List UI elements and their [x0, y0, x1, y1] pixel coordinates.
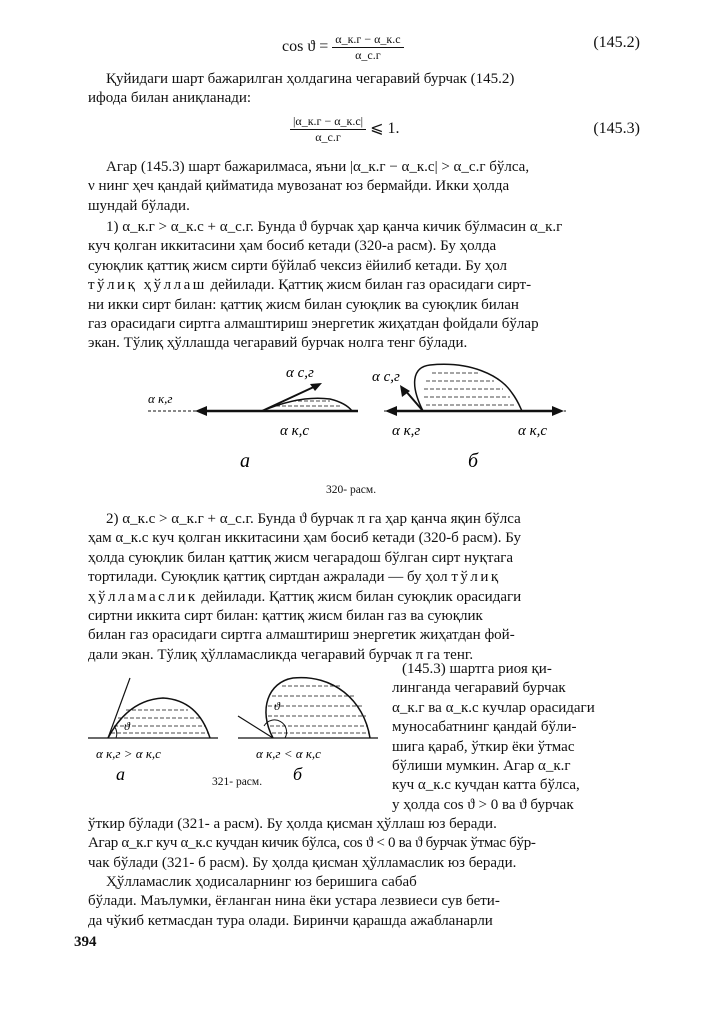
text-line: сиртни иккита сирт билан: қаттиқ жисм билан газ ва суюқлик — [88, 608, 483, 625]
paragraph-6 — [88, 873, 638, 931]
text-line: муносабатнинг қандай бўли- — [392, 719, 577, 736]
text-line: α_к.г ва α_к.с кучлар орасидаги — [392, 699, 595, 716]
term-non-wetting: ҳўлламаслик — [88, 588, 198, 605]
label-alpha-cg-a: α с,г — [286, 365, 314, 381]
text-line: чак бўлади (321- б расм). Бу ҳолда қисман ҳўлламаслик юз беради. — [88, 854, 517, 871]
term-full: тўлиқ — [451, 569, 501, 586]
text-line: Ҳўлламаслик ҳодисаларнинг юз беришига сабаб — [106, 874, 417, 890]
text-line: да чўкиб кетмасдан тура олади. Биринчи қарашда ажабланарли — [88, 912, 493, 929]
label-alpha-kg-a: α к,г — [148, 391, 173, 406]
equation-145-2 — [282, 32, 404, 63]
eq1-denominator: α_с.г — [355, 48, 381, 62]
text-line: куч қолган иккитасини ҳам босиб кетади (320-а расм). Бу ҳолда — [88, 238, 497, 255]
text-line: бўлади. Маълумки, ёғланган нина ёки устара лезвиеси сув бети- — [88, 893, 500, 910]
text-line — [88, 276, 638, 295]
figure-321a — [88, 678, 218, 784]
eq1-numerator: α_к.г − α_к.с — [332, 32, 403, 48]
text-fragment: дейилади. Қаттиқ жисм билан суюқлик орасидаги — [197, 588, 522, 605]
text-fragment: тортилади. Суюқлик қаттиқ сиртдан ажралади — бу ҳол — [88, 569, 452, 586]
figure-320b — [372, 364, 566, 472]
figure-320a — [148, 365, 358, 472]
text-fragment: дейилади. Қаттиқ жисм билан газ орасидаги сирт- — [206, 277, 532, 294]
text-line: экан. Тўлиқ ҳўллашда чегаравий бурчак нолга тенг бўлади. — [88, 335, 468, 352]
text-line: дали экан. Тўлиқ ҳўлламасликда чегаравий бурчак π га тенг. — [88, 646, 474, 663]
figure-320 — [0, 355, 714, 505]
paragraph-4 — [88, 510, 638, 665]
eq2-fraction — [290, 114, 366, 145]
equation-145-3 — [290, 114, 399, 145]
label-321b: α к,г < α к,с — [256, 746, 321, 761]
eq2-numerator: |α_к.г − α_к.с| — [290, 114, 366, 130]
text-line — [88, 588, 638, 607]
paragraph-2 — [88, 158, 638, 216]
text-line: Агар α_к.г куч α_к.с кучдан кичик бўлса, cos ϑ < 0 ва ϑ бурчак ўтмас бўр- — [88, 835, 536, 852]
figure-320a-letter: а — [240, 450, 250, 472]
label-321a: α к,г > α к,с — [96, 746, 161, 761]
text-line: суюқлик қаттиқ жисм сирти бўйлаб чексиз ёйилиб кетади. Бу ҳол — [88, 257, 508, 274]
term-full-wetting: тўлиқ ҳўллаш — [88, 277, 207, 294]
eq2-denominator: α_с.г — [315, 130, 341, 144]
label-alpha-kg-b: α к,г — [392, 423, 421, 439]
text-line: (145.3) шартга риоя қи- — [402, 661, 552, 677]
label-alpha-cg-b: α с,г — [372, 369, 400, 385]
figure-321b-letter: б — [293, 764, 303, 784]
text-line: шундай бўлади. — [88, 197, 190, 214]
theta-a: ϑ — [124, 719, 130, 733]
side-paragraph — [392, 660, 640, 815]
text-line: Қуйидаги шарт бажарилган ҳолдагина чегаравий бурчак (145.2) — [106, 71, 515, 87]
figure-321-caption: 321- расм. — [212, 776, 263, 788]
page-number: 394 — [74, 934, 97, 950]
text-line: шига қараб, ўткир ёки ўтмас — [392, 738, 575, 755]
text-line: билан газ орасидаги сиртга алмаштириш энергетик жиҳатдан фой- — [88, 627, 515, 644]
label-alpha-kc-a: α к,с — [280, 423, 310, 439]
text-line — [88, 568, 638, 587]
theta-b: ϑ — [274, 699, 280, 713]
paragraph-3 — [88, 218, 638, 354]
text-line: 2) α_к.с > α_к.г + α_с.г. Бунда ϑ бурчак π га ҳар қанча яқин бўлса — [106, 511, 521, 527]
figure-321b — [238, 678, 378, 784]
figure-320b-letter: б — [468, 450, 479, 472]
paragraph-5 — [88, 815, 638, 873]
text-line: ҳолда суюқлик билан қаттиқ жисм чегарадош бўлган сирт нуқтага — [88, 549, 514, 566]
eq1-number: (145.2) — [593, 34, 640, 51]
text-line: 1) α_к.г > α_к.с + α_с.г. Бунда ϑ бурчак ҳар қанча кичик бўлмасин α_к.г — [106, 219, 563, 235]
eq2-number: (145.3) — [593, 120, 640, 137]
figure-320-caption: 320- расм. — [326, 484, 377, 496]
eq2-rhs: ⩽ 1. — [370, 120, 400, 138]
figure-321a-letter: а — [116, 764, 125, 784]
text-line: линганда чегаравий бурчак — [392, 680, 566, 697]
text-line: Агар (145.3) шарт бажарилмаса, яъни |α_к.г − α_к.с| > α_с.г бўлса, — [106, 159, 530, 175]
text-line: ифода билан аниқланади: — [88, 90, 252, 107]
text-line: у ҳолда cos ϑ > 0 ва ϑ бурчак — [392, 796, 574, 813]
text-line: бўлиши мумкин. Агар α_к.г — [392, 758, 571, 775]
paragraph-1 — [88, 70, 638, 109]
text-line: куч α_к.с кучдан катта бўлса, — [392, 777, 580, 794]
text-line: ўткир бўлади (321- а расм). Бу ҳолда қисман ҳўллаш юз беради. — [88, 816, 497, 832]
eq1-fraction — [332, 32, 403, 63]
text-line: ни икки сирт билан: қаттиқ жисм билан суюқлик ва суюқлик билан — [88, 296, 519, 313]
text-line: газ орасидаги сиртга алмаштириш энергетик жиҳатдан фойдали бўлар — [88, 316, 539, 333]
eq1-lhs: cos ϑ = — [282, 38, 329, 56]
text-line: ν нинг ҳеч қандай қийматида мувозанат юз бермайди. Икки ҳолда — [88, 178, 510, 195]
text-line: ҳам α_к.с куч қолган иккитасини ҳам босиб кетади (320-б расм). Бу — [88, 530, 522, 547]
label-alpha-kc-b: α к,с — [518, 423, 548, 439]
